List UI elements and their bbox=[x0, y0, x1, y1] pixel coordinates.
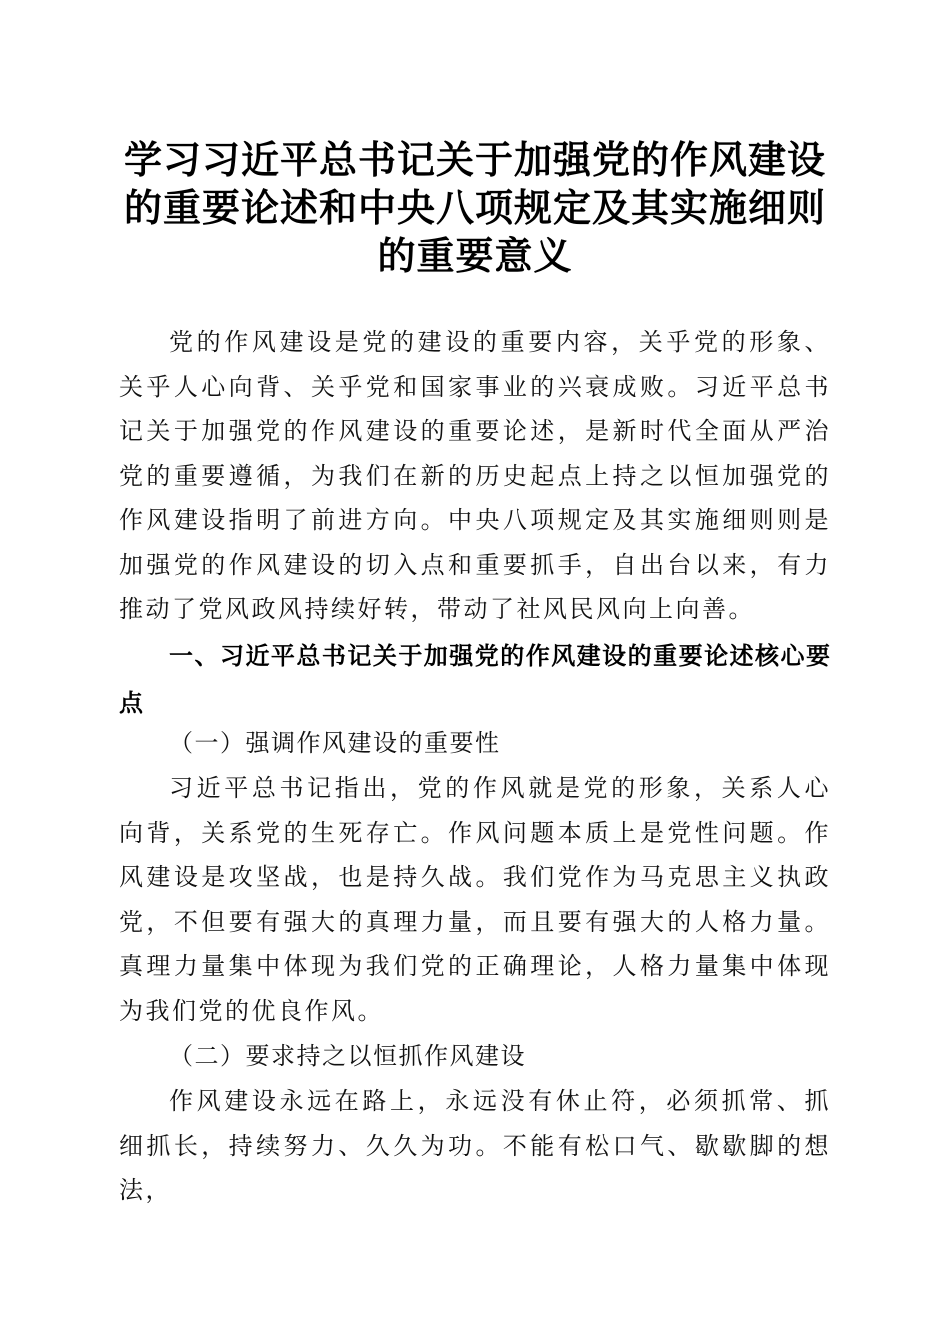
intro-paragraph: 党的作风建设是党的建设的重要内容，关乎党的形象、关乎人心向背、关乎党和国家事业的兴衰成败。习近平总书记关于加强党的作风建设的重要论述，是新时代全面从严治党的重要遵循，为我们在新的历史起点上持之以恒加强党的作风建设指明了前进方向。中央八项规定及其实施细则则是加强党的作风建设的切入点和重要抓手，自出台以来，有力推动了党风政风持续好转，带动了社风民风向上向善。 bbox=[119, 328, 831, 623]
document-title: 学习习近平总书记关于加强党的作风建设的重要论述和中央八项规定及其实施细则的重要意义 bbox=[123, 137, 826, 278]
subsection-heading-2: （二）要求持之以恒抓作风建设 bbox=[169, 1042, 526, 1070]
subsection-2-paragraph: 作风建设永远在路上，永远没有休止符，必须抓常、抓细抓长，持续努力、久久为功。不能有松口气、歇歇脚的想法， bbox=[119, 1087, 831, 1204]
subsection-heading-1: （一）强调作风建设的重要性 bbox=[169, 729, 501, 757]
subsection-1-paragraph: 习近平总书记指出，党的作风就是党的形象，关系人心向背，关系党的生死存亡。作风问题本质上是党性问题。作风建设是攻坚战，也是持久战。我们党作为马克思主义执政党，不但要有强大的真理力量，而且要有强大的人格力量。真理力量集中体现为我们党的正确理论，人格力量集中体现为我们党的优良作风。 bbox=[119, 774, 831, 1025]
section-heading-1: 一、习近平总书记关于加强党的作风建设的重要论述核心要点 bbox=[119, 642, 831, 717]
